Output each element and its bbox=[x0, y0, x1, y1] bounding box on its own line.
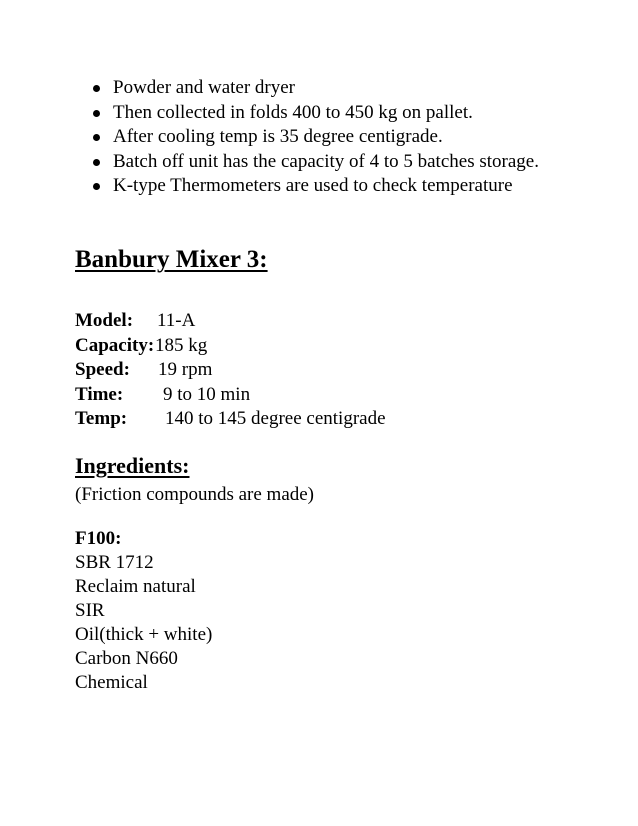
spec-value: 185 kg bbox=[155, 334, 208, 356]
section-heading-ingredients: Ingredients: bbox=[75, 453, 190, 478]
ingredient-item: Oil(thick + white) bbox=[75, 624, 213, 645]
bullet-dot-icon bbox=[93, 85, 100, 92]
ingredients-note: (Friction compounds are made) bbox=[75, 484, 315, 505]
section-heading-banbury-mixer: Banbury Mixer 3: bbox=[75, 246, 268, 273]
bullet-item bbox=[0, 150, 539, 175]
bullet-item bbox=[0, 76, 539, 101]
f100-ingredient-block bbox=[75, 527, 212, 695]
bullet-dot-icon bbox=[93, 183, 100, 190]
bullet-text: Batch off unit has the capacity of 4 to 5 batches storage. bbox=[113, 150, 539, 172]
bullet-text: After cooling temp is 35 degree centigrade. bbox=[113, 126, 443, 147]
bullet-text: Powder and water dryer bbox=[113, 77, 296, 98]
bullet-dot-icon bbox=[93, 110, 100, 117]
spec-label: Speed: bbox=[75, 359, 130, 380]
ingredient-item: SIR bbox=[75, 600, 105, 621]
f100-title: F100: bbox=[75, 528, 122, 549]
bullet-item bbox=[0, 174, 539, 199]
spec-label: Capacity: bbox=[75, 334, 155, 356]
spec-value: 9 to 10 min bbox=[163, 383, 251, 405]
spec-label: Temp: bbox=[75, 408, 128, 429]
bullet-text: K-type Thermometers are used to check temperature bbox=[113, 175, 513, 196]
bullet-dot-icon bbox=[93, 159, 100, 166]
ingredient-item: SBR 1712 bbox=[75, 552, 154, 573]
spec-label: Model: bbox=[75, 310, 134, 331]
bullet-text: Then collected in folds 400 to 450 kg on pallet. bbox=[113, 101, 473, 123]
bullet-item bbox=[0, 125, 539, 150]
ingredient-item: Reclaim natural bbox=[75, 576, 196, 597]
spec-value: 19 rpm bbox=[158, 359, 213, 380]
bullet-dot-icon bbox=[93, 134, 100, 141]
spec-value: 11-A bbox=[157, 310, 196, 331]
ingredient-item: Chemical bbox=[75, 672, 148, 693]
f100-ingredient-list bbox=[75, 551, 212, 695]
spec-value: 140 to 145 degree centigrade bbox=[165, 408, 386, 429]
spec-label: Time: bbox=[75, 383, 124, 405]
process-bullet-list bbox=[0, 76, 539, 199]
bullet-item bbox=[0, 101, 539, 126]
ingredient-item: Carbon N660 bbox=[75, 648, 178, 669]
